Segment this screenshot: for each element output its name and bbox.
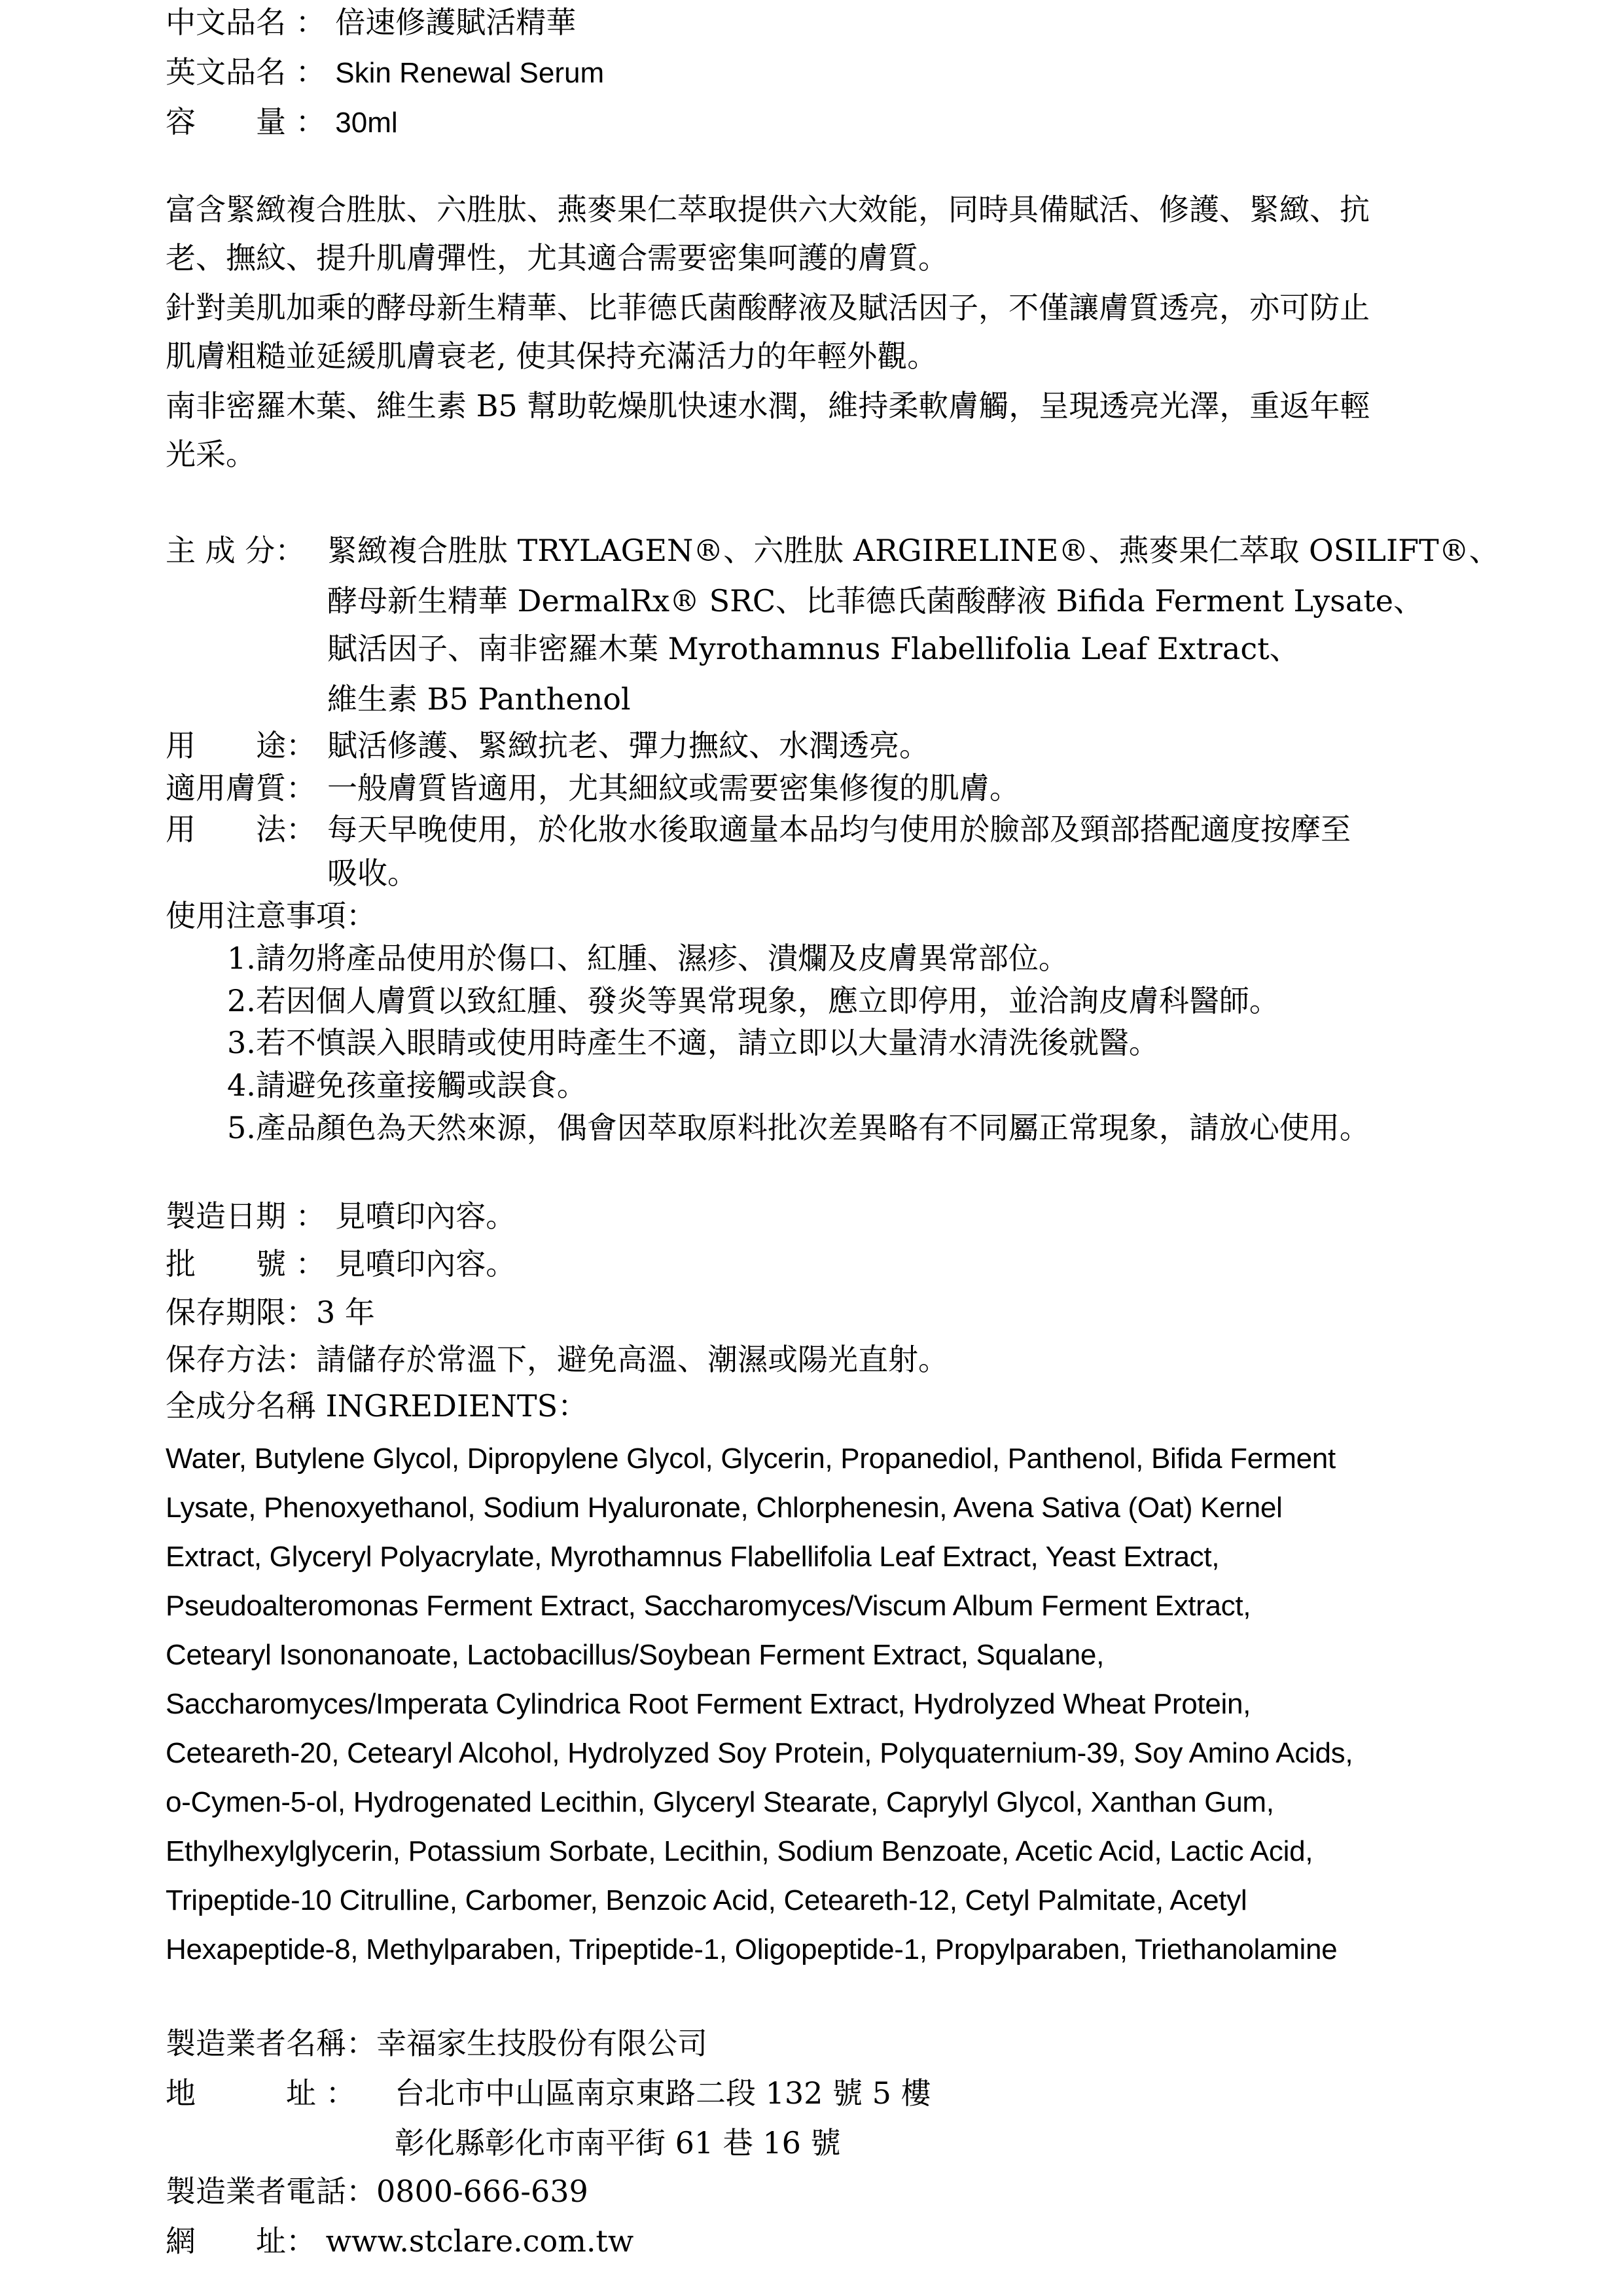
- address-label: 地 址 ：: [166, 2075, 356, 2111]
- ingredients-line: Saccharomyces/Imperata Cylindrica Root Ferment Extract, Hydrolyzed Wheat Protein,: [166, 1688, 1251, 1720]
- ingredients-line: Pseudoalteromonas Ferment Extract, Saccharomyces/Viscum Album Ferment Extract,: [166, 1590, 1251, 1622]
- ingredients-line: Cetearyl Isononanoate, Lactobacillus/Soybean Ferment Extract, Squalane,: [166, 1639, 1105, 1671]
- method-line: 吸收。: [327, 855, 418, 891]
- ingredients-line: Ceteareth-20, Cetearyl Alcohol, Hydrolyzed Soy Protein, Polyquaternium-39, Soy Amino Acids,: [166, 1737, 1353, 1769]
- volume: 30ml: [335, 107, 398, 139]
- skin-type: 一般膚質皆適用，尤其細紋或需要密集修復的肌膚。: [327, 770, 1020, 806]
- description-line: 肌膚粗糙並延緩肌膚衰老, 使其保持充滿活力的年輕外觀。: [166, 338, 938, 374]
- storage-method: 保存方法：請儲存於常溫下，避免高溫、潮濕或陽光直射。: [166, 1342, 948, 1377]
- description-line: 老、撫紋、提升肌膚彈性，尤其適合需要密集呵護的膚質。: [166, 240, 948, 276]
- chinese-name: 倍速修護賦活精華: [335, 5, 577, 40]
- purpose-label: 用 途：: [166, 728, 316, 763]
- mfg-date: 製造日期 ： 見噴印內容。: [166, 1198, 516, 1234]
- main-ingredients-line: 緊緻複合胜肽 TRYLAGEN®、六胜肽 ARGIRELINE®、燕麥果仁萃取 OSILIFT®、: [327, 533, 1499, 568]
- volume-row: [166, 102, 398, 141]
- main-ingredients-label: 主 成 分：: [166, 533, 306, 568]
- method-label: 用 法：: [166, 812, 316, 847]
- precaution-item: 5.產品顏色為天然來源，偶會因萃取原料批次差異略有不同屬正常現象，請放心使用。: [227, 1110, 1370, 1145]
- volume-label: 容 量 ：: [166, 104, 326, 139]
- ingredients-line: Water, Butylene Glycol, Dipropylene Glycol, Glycerin, Propanediol, Panthenol, Bifida Ferment: [166, 1443, 1336, 1475]
- manufacturer-phone: 製造業者電話：0800-666-639: [166, 2174, 588, 2209]
- address-line: 台北市中山區南京東路二段 132 號 5 樓: [395, 2075, 931, 2111]
- method-line: 每天早晚使用，於化妝水後取適量本品均勻使用於臉部及頸部搭配適度按摩至: [327, 812, 1351, 847]
- ingredients-line: Tripeptide-10 Citrulline, Carbomer, Benzoic Acid, Ceteareth-12, Cetyl Palmitate, Acetyl: [166, 1884, 1247, 1916]
- description-line: 南非密羅木葉、維生素 B5 幫助乾燥肌快速水潤，維持柔軟膚觸，呈現透亮光澤，重返年輕: [166, 388, 1370, 423]
- english-name: Skin Renewal Serum: [335, 57, 605, 89]
- purpose: 賦活修護、緊緻抗老、彈力撫紋、水潤透亮。: [327, 728, 929, 763]
- address-line: 彰化縣彰化市南平街 61 巷 16 號: [395, 2125, 841, 2161]
- chinese-name-label: 中文品名 ：: [166, 5, 326, 40]
- shelf-life: 保存期限：3 年: [166, 1295, 375, 1330]
- skin-type-label: 適用膚質：: [166, 770, 316, 806]
- precaution-item: 1.請勿將產品使用於傷口、紅腫、濕疹、潰爛及皮膚異常部位。: [227, 941, 1069, 976]
- ingredients-line: Hexapeptide-8, Methylparaben, Tripeptide-1, Oligopeptide-1, Propylparaben, Triethanolamine: [166, 1933, 1338, 1965]
- english-name-row: [166, 52, 604, 92]
- precautions-label: 使用注意事項：: [166, 898, 376, 933]
- main-ingredients-line: 賦活因子、南非密羅木葉 Myrothamnus Flabellifolia Leaf Extract、: [327, 631, 1300, 666]
- precaution-item: 4.請避免孩童接觸或誤食。: [227, 1067, 587, 1103]
- website-row: [166, 2221, 633, 2261]
- chinese-name-row: [166, 3, 576, 42]
- website-link[interactable]: www.stclare.com.tw: [325, 2223, 634, 2259]
- ingredients-line: Lysate, Phenoxyethanol, Sodium Hyaluronate, Chlorphenesin, Avena Sativa (Oat) Kernel: [166, 1492, 1283, 1524]
- website-label: 網 址：: [166, 2223, 316, 2259]
- ingredients-line: o-Cymen-5-ol, Hydrogenated Lecithin, Glyceryl Stearate, Caprylyl Glycol, Xanthan Gum,: [166, 1786, 1274, 1818]
- main-ingredients-line: 酵母新生精華 DermalRx® SRC、比菲德氏菌酸酵液 Bifida Ferment Lysate、: [327, 583, 1423, 619]
- precaution-item: 3.若不慎誤入眼睛或使用時產生不適，請立即以大量清水清洗後就醫。: [227, 1025, 1159, 1060]
- ingredients-label: 全成分名稱 INGREDIENTS：: [166, 1388, 588, 1424]
- main-ingredients-line: 維生素 B5 Panthenol: [327, 681, 631, 717]
- description-line: 光采。: [166, 437, 256, 472]
- precaution-item: 2.若因個人膚質以致紅腫、發炎等異常現象，應立即停用，並洽詢皮膚科醫師。: [227, 983, 1279, 1018]
- batch-number: 批 號 ： 見噴印內容。: [166, 1246, 516, 1282]
- description-line: 針對美肌加乘的酵母新生精華、比菲德氏菌酸酵液及賦活因子，不僅讓膚質透亮，亦可防止: [166, 290, 1370, 325]
- manufacturer-name: 製造業者名稱：幸福家生技股份有限公司: [166, 2026, 707, 2061]
- english-name-label: 英文品名 ：: [166, 54, 326, 90]
- description-line: 富含緊緻複合胜肽、六胜肽、燕麥果仁萃取提供六大效能，同時具備賦活、修護、緊緻、抗: [166, 192, 1370, 227]
- ingredients-line: Extract, Glyceryl Polyacrylate, Myrothamnus Flabellifolia Leaf Extract, Yeast Extract,: [166, 1541, 1220, 1573]
- ingredients-line: Ethylhexylglycerin, Potassium Sorbate, Lecithin, Sodium Benzoate, Acetic Acid, Lactic Acid,: [166, 1835, 1313, 1867]
